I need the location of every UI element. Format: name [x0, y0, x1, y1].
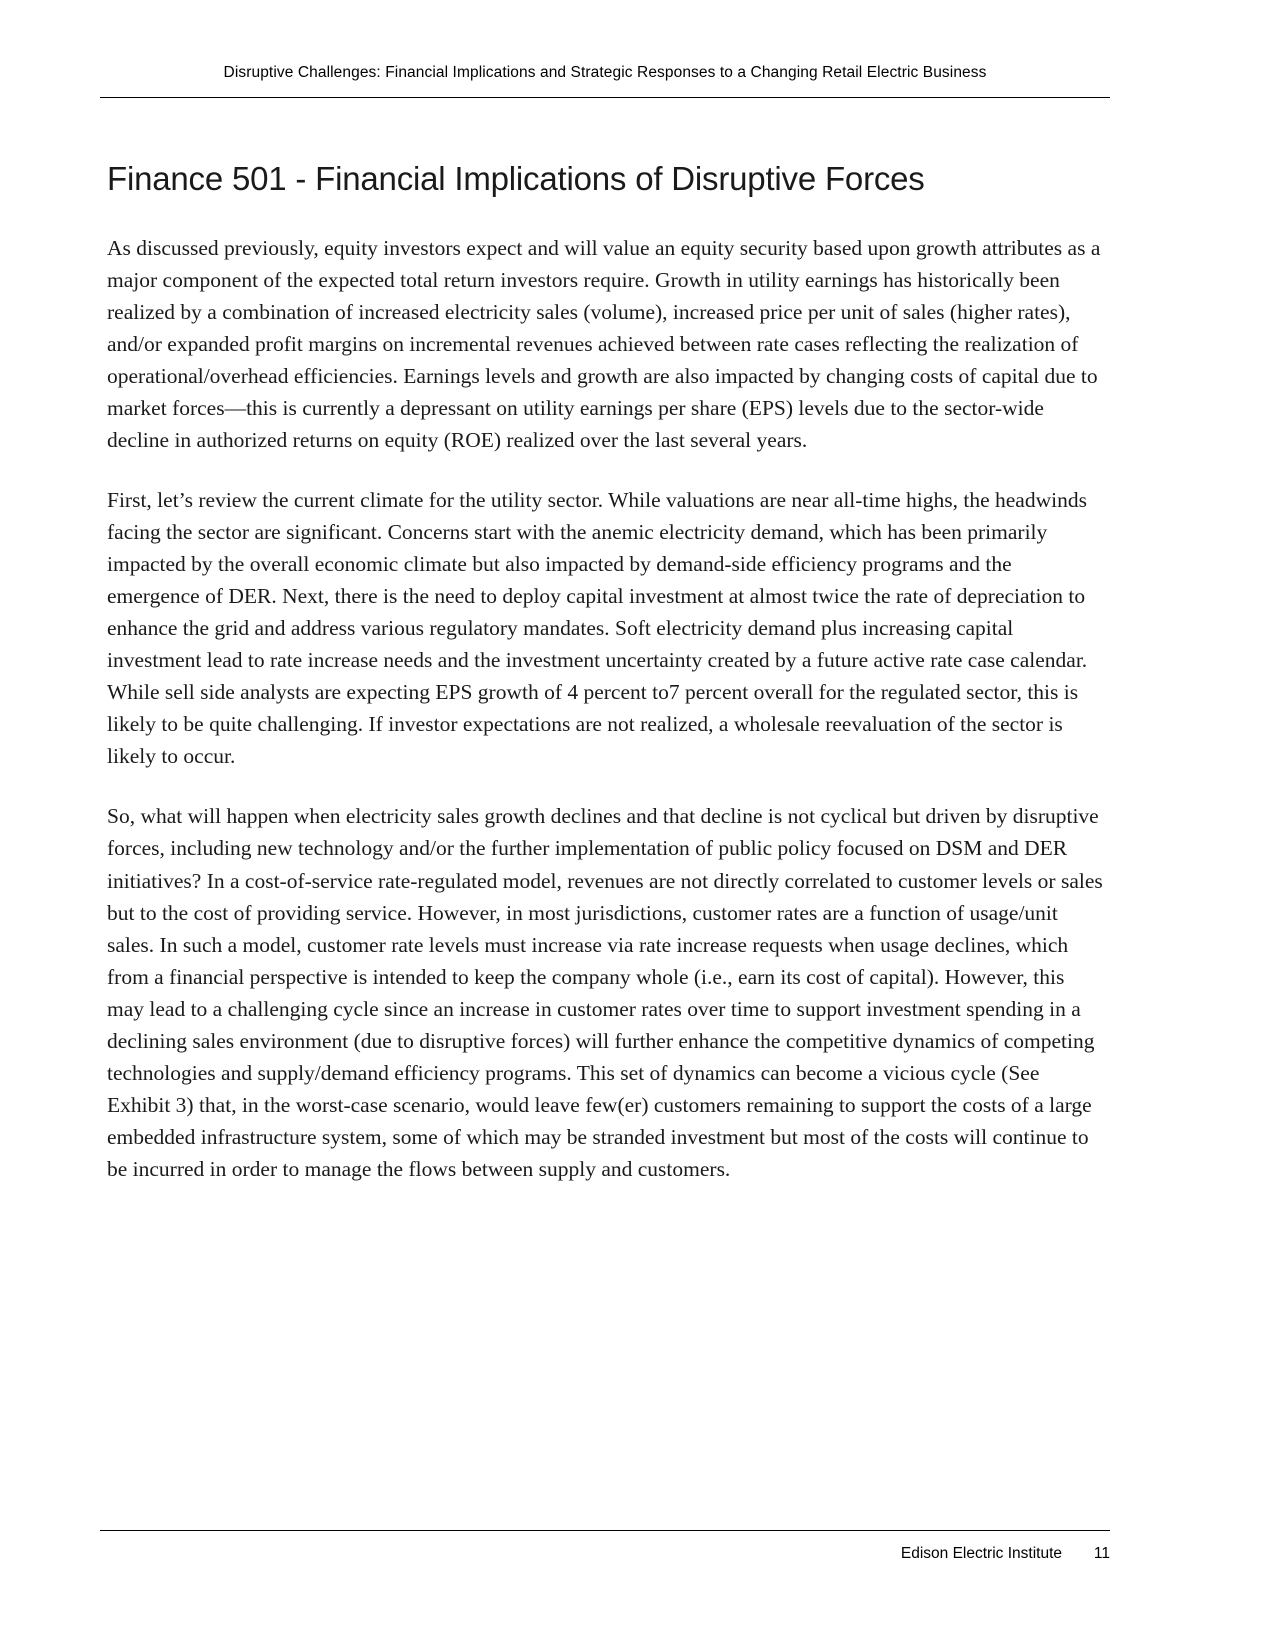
footer-organization: Edison Electric Institute: [900, 1545, 1062, 1562]
page-footer: [100, 1530, 1110, 1563]
body-paragraph: So, what will happen when electricity sales growth declines and that decline is not cyclical but driven by disruptive forces, including new technology and/or the further implementation of public policy focused on DSM and DER initiatives? In a cost-of-service rate-regulated model, revenues are not directly correlated to customer levels or sales but to the cost of providing service. However, in most jurisdictions, customer rates are a function of usage/unit sales. In such a model, customer rate levels must increase via rate increase requests when usage declines, which from a financial perspective is intended to keep the company whole (i.e., earn its cost of capital). However, this may lead to a challenging cycle since an increase in customer rates over time to support investment spending in a declining sales environment (due to disruptive forces) will further enhance the competitive dynamics of competing technologies and supply/demand efficiency programs. This set of dynamics can become a vicious cycle (See Exhibit 3) that, in the worst-case scenario, would leave few(er) customers remaining to support the costs of a large embedded infrastructure system, some of which may be stranded investment but most of the costs will continue to be incurred in order to manage the flows between supply and customers.: [107, 804, 1103, 1181]
footer-divider: [100, 1530, 1110, 1531]
header-divider: [100, 97, 1110, 98]
running-title: Disruptive Challenges: Financial Implications and Strategic Responses to a Changing Retail Electric Business: [223, 64, 987, 81]
body-paragraph: First, let’s review the current climate for the utility sector. While valuations are near all-time highs, the headwinds facing the sector are significant. Concerns start with the anemic electricity demand, which has been primarily impacted by the overall economic climate but also impacted by demand-side efficiency programs and the emergence of DER. Next, there is the need to deploy capital investment at almost twice the rate of depreciation to enhance the grid and address various regulatory mandates. Soft electricity demand plus increasing capital investment lead to rate increase needs and the investment uncertainty created by a future active rate case calendar. While sell side analysts are expecting EPS growth of 4 percent to7 percent overall for the regulated sector, this is likely to be quite challenging. If investor expectations are not realized, a wholesale reevaluation of the sector is likely to occur.: [107, 488, 1088, 769]
page-header: [100, 64, 1110, 98]
page-title: Finance 501 - Financial Implications of Disruptive Forces: [107, 160, 925, 197]
footer-page-number: 11: [1093, 1545, 1110, 1562]
page-content: [107, 160, 1103, 1213]
footer-row: [100, 1545, 1110, 1563]
body-paragraph: As discussed previously, equity investors expect and will value an equity security based upon growth attributes as a major component of the expected total return investors require. Growth in utility earnings has historically been realized by a combination of increased electricity sales (volume), increased price per unit of sales (higher rates), and/or expanded profit margins on incremental revenues achieved between rate cases reflecting the realization of operational/overhead efficiencies. Earnings levels and growth are also impacted by changing costs of capital due to market forces—this is currently a depressant on utility earnings per share (EPS) levels due to the sector-wide decline in authorized returns on equity (ROE) realized over the last several years.: [107, 235, 1101, 453]
